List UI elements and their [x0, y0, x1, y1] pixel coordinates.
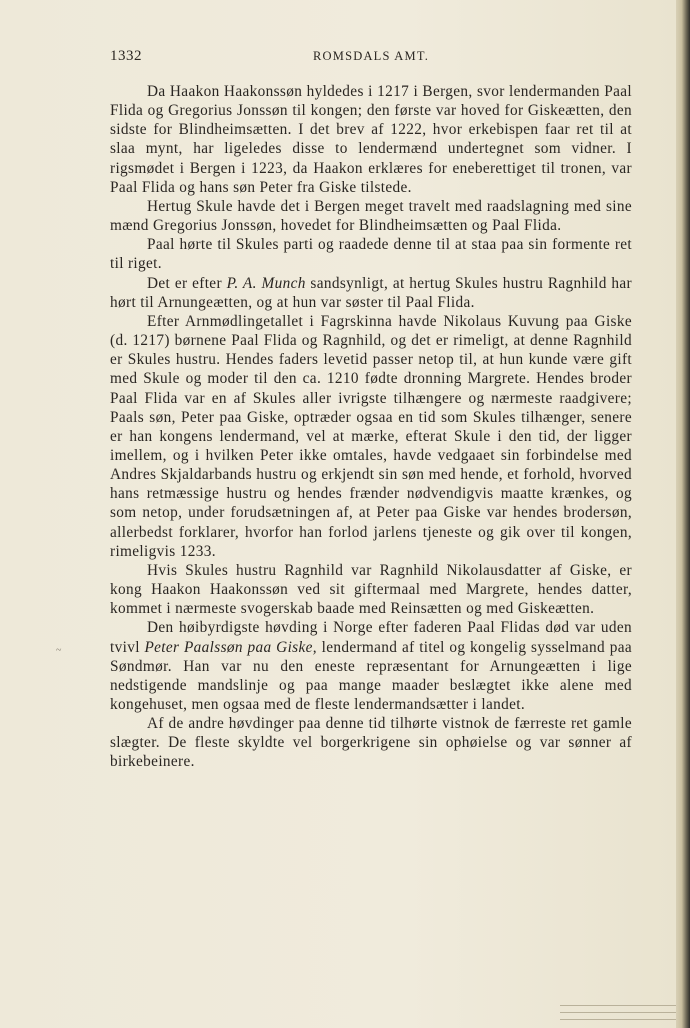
text-run: sandsynligt, at hertug Skules hustru Ragnhild har hørt til Arnungeætten, og at hun var søster til Paal Flida. — [110, 274, 632, 311]
text-run: lendermand af titel og kongelig sysselmand paa Søndmør. Han var nu den eneste repræsentant for Arnungeætten i lige nedstigende mandslinje og paa mange maader beslægtet ikke alene med kongehuset, men ogsaa med de fleste lendermandsætter i landet. — [110, 638, 632, 713]
paragraph — [110, 561, 632, 618]
body-text — [110, 82, 632, 772]
paragraph — [110, 82, 632, 197]
text-run: Efter Arnmødlingetallet i Fagrskinna havde Nikolaus Kuvung paa Giske (d. 1217) børnene Paal Flida og Ragnhild, og det er rimeligt, at denne Ragnhild er Skules hustru. Hendes faders levetid passer netop til, at hun kunde være gift med Skule og moder til den ca. 1210 fødte dronning Margrete. Hendes broder Paal Flida var en af Skules aller ivrigste tilhængere og nærmeste raadgivere; Paals søn, Peter paa Giske, optræder ogsaa en tid som Skules tilhænger, senere er han kongens lendermand, vel at mærke, efterat Skule i den tid, der ligger imellem, og i hvilken Peter ikke omtales, havde vedgaaet sin forbindelse med Andres Skjaldarbands hustru og erkjendt sin søn med hende, et forhold, hvorved hans retmæssige hustru og hendes frænder nødvendigvis maatte krænkes, og som netop, under forudsætningen af, at Peter paa Giske var hendes brodersøn, allerbedst forklarer, hvorfor han forlod jarlens tjeneste og gik over til kongen, rimeligvis 1233. — [110, 312, 632, 560]
page-edge-line — [560, 1005, 676, 1006]
text-run: Hertug Skule havde det i Bergen meget travelt med raadslagning med sine mænd Gregorius Jonssøn, hovedet for Blindheimsætten og Paal Flida. — [110, 197, 632, 235]
running-title: ROMSDALS AMT. — [313, 49, 430, 63]
text-run: Paal hørte til Skules parti og raadede denne til at staa paa sin formente ret til riget. — [110, 236, 632, 273]
paragraph — [110, 197, 632, 235]
paragraph — [110, 618, 632, 714]
italic-run: Peter Paalssøn paa Giske, — [144, 638, 317, 656]
paragraph — [110, 714, 632, 771]
italic-run: P. A. Munch — [226, 274, 306, 292]
text-run: Det er efter — [147, 274, 227, 292]
page-edge-line — [560, 1012, 676, 1013]
paragraph — [110, 235, 632, 273]
text-run: Den høibyrdigste høvding i Norge efter faderen Paal Flidas død var uden tvivl — [110, 619, 632, 656]
margin-mark: ~ — [56, 645, 62, 656]
text-run: Hvis Skules hustru Ragnhild var Ragnhild Nikolausdatter af Giske, er kong Haakon Haakonssøn ved sit giftermaal med Margrete, hendes datter, kommet i nærmeste svogerskab baade med Reinsætten og med Giskeætten. — [110, 561, 632, 618]
page-header — [0, 48, 676, 68]
paragraph — [110, 274, 632, 312]
paragraph — [110, 312, 632, 561]
page-edge-line — [560, 1019, 676, 1020]
page-number: 1332 — [110, 48, 142, 64]
page-edge — [676, 0, 690, 1028]
text-run: Af de andre høvdinger paa denne tid tilhørte vistnok de færreste ret gamle slægter. De fleste skyldte vel borgerkrigene sin ophøielse og var sønner af birkebeinere. — [110, 715, 632, 771]
text-run: Da Haakon Haakonssøn hyldedes i 1217 i Bergen, svor lendermanden Paal Flida og Gregorius Jonssøn til kongen; den første var hoved for Giskeætten, den sidste for Blindheimsætten. I det brev af 1222, hvor erkebispen faar ret til at slaa mynt, har ligeledes disse to lendermænd undertegnet som vidner. I rigsmødet i Bergen i 1223, da Haakon erklæres for eneberettiget til tronen, var Paal Flida og hans søn Peter fra Giske tilstede. — [110, 83, 632, 196]
